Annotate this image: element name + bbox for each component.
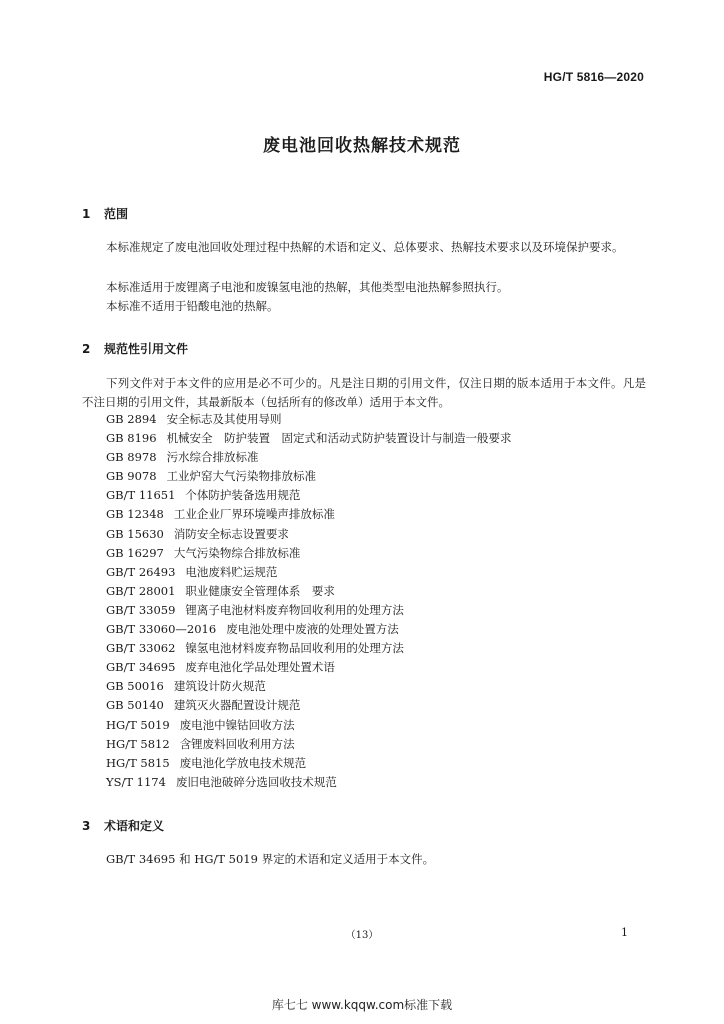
reference-code: GB/T 33059 — [106, 602, 176, 617]
section-3-number: 3 — [82, 819, 91, 833]
reference-code: HG/T 5815 — [106, 755, 170, 770]
standard-number: HG/T 5816—2020 — [543, 70, 644, 84]
page-number: 1 — [621, 926, 628, 939]
reference-code: HG/T 5812 — [106, 736, 170, 751]
reference-code: HG/T 5019 — [106, 717, 170, 732]
section-2-heading — [82, 340, 188, 357]
reference-code: GB/T 11651 — [106, 488, 176, 503]
section-2-intro: 下列文件对于本文件的应用是必不可少的。凡是注日期的引用文件，仅注日期的版本适用于本文件。凡是不注日期的引用文件，其最新版本（包括所有的修改单）适用于本文件。 — [82, 376, 646, 409]
reference-title: 安全标志及其使用导则 — [166, 412, 282, 426]
document-title: 废电池回收热解技术规范 — [263, 136, 461, 156]
reference-code: GB/T 33062 — [106, 641, 176, 656]
reference-title: 消防安全标志设置要求 — [173, 526, 289, 541]
reference-code: GB 50140 — [106, 698, 164, 713]
reference-item — [106, 716, 512, 735]
reference-item — [106, 620, 512, 639]
reference-item — [106, 582, 512, 601]
reference-title: 工业炉窑大气污染物排放标准 — [166, 469, 317, 484]
reference-title: 污水综合排放标准 — [166, 450, 259, 465]
watermark-link[interactable]: 库七七 www.kqqw.com标准下载 — [271, 998, 453, 1012]
reference-code: GB 50016 — [106, 679, 164, 694]
reference-item — [106, 563, 512, 582]
reference-title: 电池废料贮运规范 — [185, 564, 278, 579]
section-2-number: 2 — [82, 342, 91, 356]
reference-item — [106, 601, 512, 620]
reference-title: 废旧电池破碎分选回收技术规范 — [175, 774, 337, 789]
reference-title: 废电池中镍钴回收方法 — [179, 717, 295, 732]
reference-item — [106, 448, 512, 467]
reference-item — [106, 735, 512, 754]
reference-item — [106, 429, 512, 448]
reference-title: 建筑设计防火规范 — [173, 679, 266, 694]
reference-code: GB 8196 — [106, 431, 157, 446]
reference-code: GB 2894 — [106, 412, 157, 426]
reference-item — [106, 525, 512, 544]
reference-list — [106, 410, 512, 792]
reference-title: 建筑灭火器配置设计规范 — [173, 698, 301, 713]
section-1-paragraph-1: 本标准规定了废电池回收处理过程中热解的术语和定义、总体要求、热解技术要求以及环境保护要求。 — [106, 240, 624, 254]
reference-item — [106, 677, 512, 696]
section-1-paragraph-2: 本标准适用于废锂离子电池和废镍氢电池的热解，其他类型电池热解参照执行。 — [106, 280, 509, 294]
reference-title: 职业健康安全管理体系 要求 — [185, 583, 335, 598]
reference-title: 废电池处理中废液的处理处置方法 — [226, 622, 399, 637]
reference-code: GB 12348 — [106, 507, 164, 522]
reference-code: GB 16297 — [106, 545, 164, 560]
reference-code: GB 8978 — [106, 450, 157, 465]
reference-title: 废电池化学放电技术规范 — [179, 755, 307, 770]
reference-code: GB/T 33060—2016 — [106, 622, 217, 637]
reference-item — [106, 696, 512, 715]
reference-item — [106, 505, 512, 524]
page-tag: （13） — [345, 930, 379, 941]
reference-code: GB/T 26493 — [106, 564, 176, 579]
reference-title: 含锂废料回收利用方法 — [179, 736, 295, 751]
section-3-paragraph: GB/T 34695 和 HG/T 5019 界定的术语和定义适用于本文件。 — [106, 852, 435, 866]
section-3-title: 术语和定义 — [104, 819, 165, 833]
reference-item — [106, 410, 512, 429]
reference-item — [106, 754, 512, 773]
reference-item — [106, 467, 512, 486]
reference-code: GB/T 28001 — [106, 583, 176, 598]
reference-item — [106, 773, 512, 792]
section-1-number: 1 — [82, 207, 91, 221]
reference-title: 大气污染物综合排放标准 — [173, 545, 301, 560]
reference-title: 工业企业厂界环境噪声排放标准 — [173, 507, 335, 522]
section-1-title: 范围 — [104, 207, 129, 221]
section-2-title: 规范性引用文件 — [104, 342, 189, 356]
reference-item — [106, 639, 512, 658]
reference-item — [106, 544, 512, 563]
reference-title: 机械安全 防护装置 固定式和活动式防护装置设计与制造一般要求 — [166, 431, 512, 446]
reference-code: YS/T 1174 — [106, 774, 166, 789]
reference-item — [106, 658, 512, 677]
reference-title: 镍氢电池材料废弃物品回收利用的处理方法 — [185, 641, 404, 656]
reference-code: GB/T 34695 — [106, 660, 176, 675]
section-1-heading — [82, 205, 128, 222]
reference-item — [106, 486, 512, 505]
reference-code: GB 15630 — [106, 526, 164, 541]
reference-title: 锂离子电池材料废弃物回收利用的处理方法 — [185, 602, 404, 617]
section-3-heading — [82, 817, 164, 834]
section-1-paragraph-3: 本标准不适用于铅酸电池的热解。 — [106, 299, 279, 313]
reference-title: 个体防护装备选用规范 — [185, 488, 301, 503]
reference-title: 废弃电池化学品处理处置术语 — [185, 660, 335, 675]
reference-code: GB 9078 — [106, 469, 157, 484]
